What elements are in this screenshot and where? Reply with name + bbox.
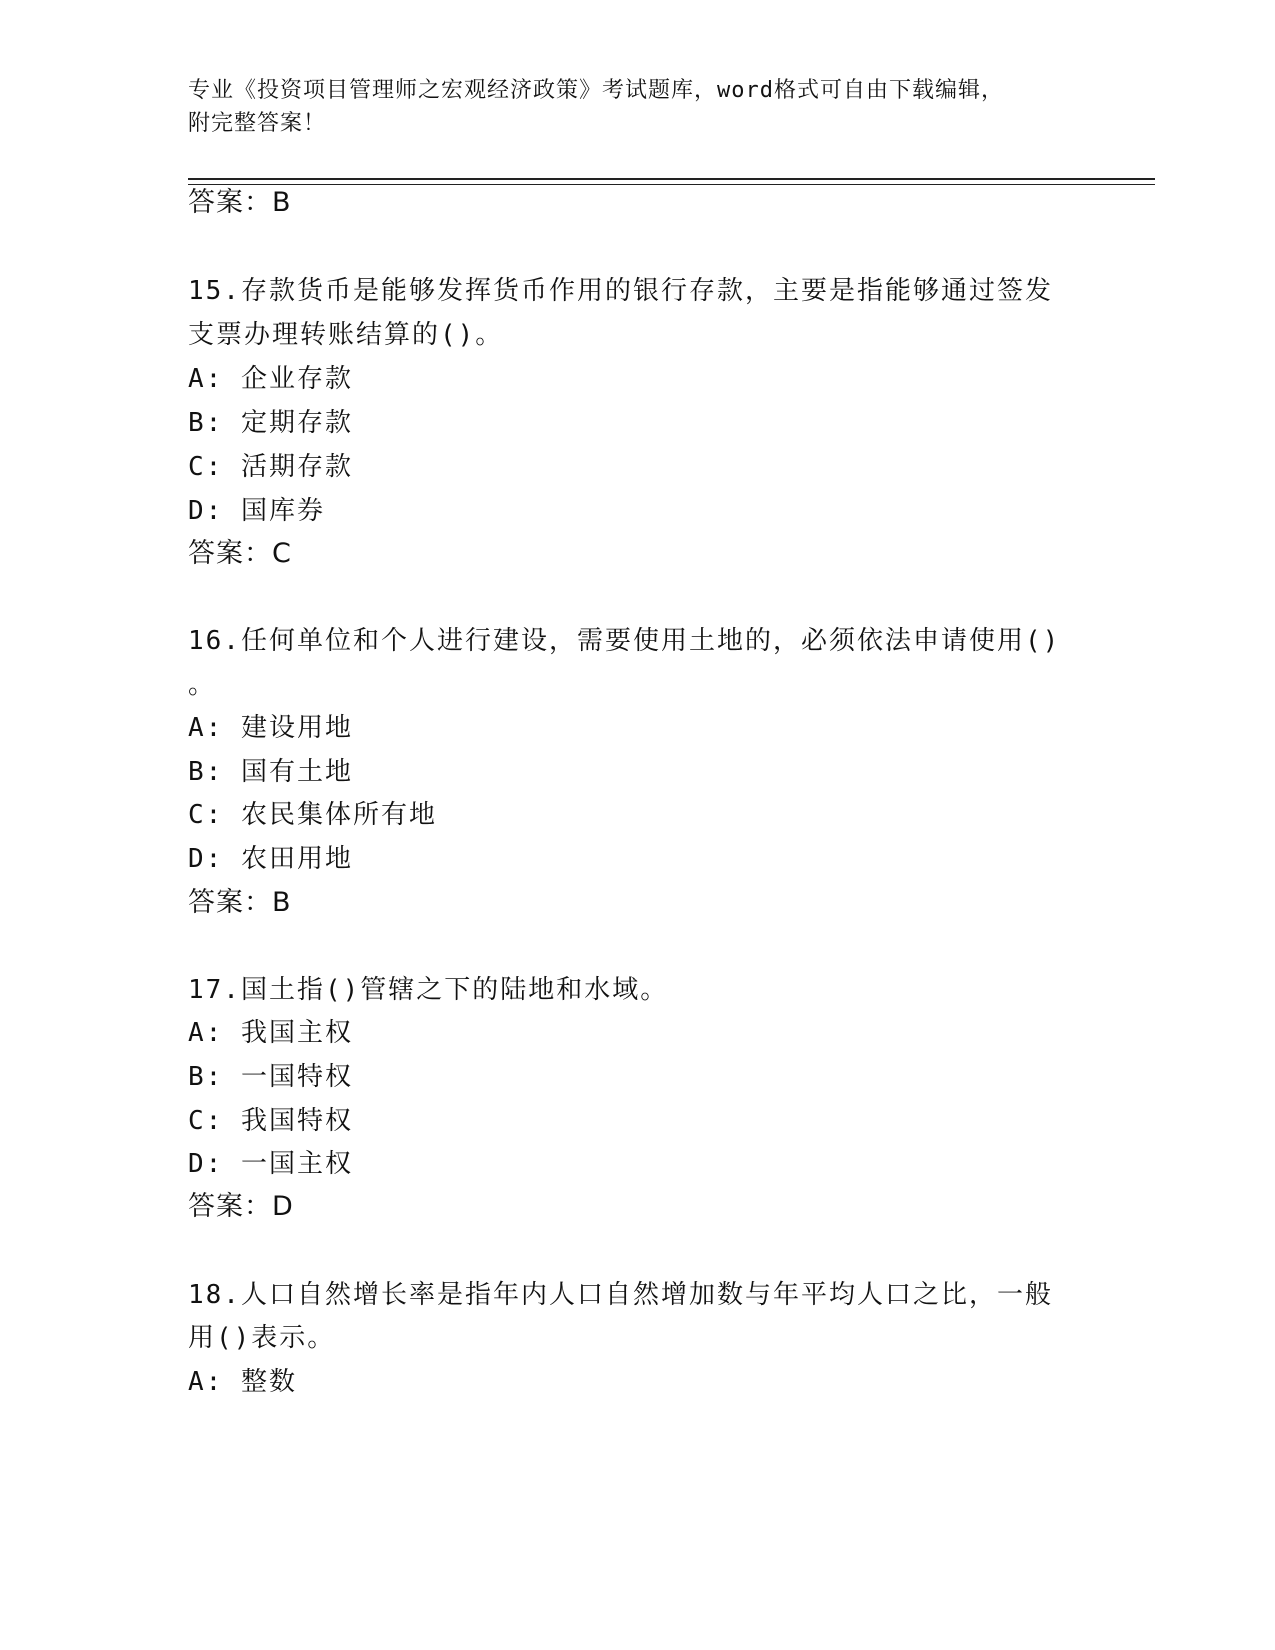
- question-15-option-a: A: 企业存款: [188, 364, 353, 394]
- header-divider: [188, 178, 1155, 180]
- question-18-stem-line-2: 用()表示。: [188, 1323, 336, 1353]
- question-15-option-d: D: 国库券: [188, 496, 325, 526]
- question-15-option-b: B: 定期存款: [188, 408, 353, 438]
- question-16-answer: 答案：B: [188, 887, 292, 918]
- question-16-option-d: D: 农田用地: [188, 844, 353, 874]
- question-15-stem-line-1: 15.存款货币是能够发挥货币作用的银行存款，主要是指能够通过签发: [188, 276, 1053, 306]
- question-17-option-c: C: 我国特权: [188, 1106, 353, 1136]
- page-header: [188, 74, 1088, 140]
- question-17-option-d: D: 一国主权: [188, 1149, 353, 1179]
- question-16-stem-line-2: 。: [188, 670, 217, 700]
- question-15-answer: 答案：C: [188, 538, 292, 569]
- question-16-option-b: B: 国有土地: [188, 757, 353, 787]
- question-15-stem-line-2: 支票办理转账结算的()。: [188, 320, 504, 350]
- question-16-option-a: A: 建设用地: [188, 713, 353, 743]
- question-18-option-a: A: 整数: [188, 1367, 297, 1397]
- header-line-2: 附完整答案！: [188, 111, 327, 136]
- previous-answer: 答案：B: [188, 187, 292, 218]
- question-17-option-b: B: 一国特权: [188, 1062, 353, 1092]
- question-17-answer: 答案：D: [188, 1191, 294, 1222]
- question-16-stem-line-1: 16.任何单位和个人进行建设，需要使用土地的，必须依法申请使用(): [188, 626, 1061, 656]
- question-15-option-c: C: 活期存款: [188, 452, 353, 482]
- header-divider-thin: [188, 184, 1155, 185]
- question-18-stem-line-1: 18.人口自然增长率是指年内人口自然增加数与年平均人口之比，一般: [188, 1280, 1053, 1310]
- header-line-1: 专业《投资项目管理师之宏观经济政策》考试题库，word格式可自由下载编辑，: [188, 78, 1004, 103]
- question-17-option-a: A: 我国主权: [188, 1018, 353, 1048]
- question-16-option-c: C: 农民集体所有地: [188, 800, 437, 830]
- question-17-stem-line-1: 17.国土指()管辖之下的陆地和水域。: [188, 975, 669, 1005]
